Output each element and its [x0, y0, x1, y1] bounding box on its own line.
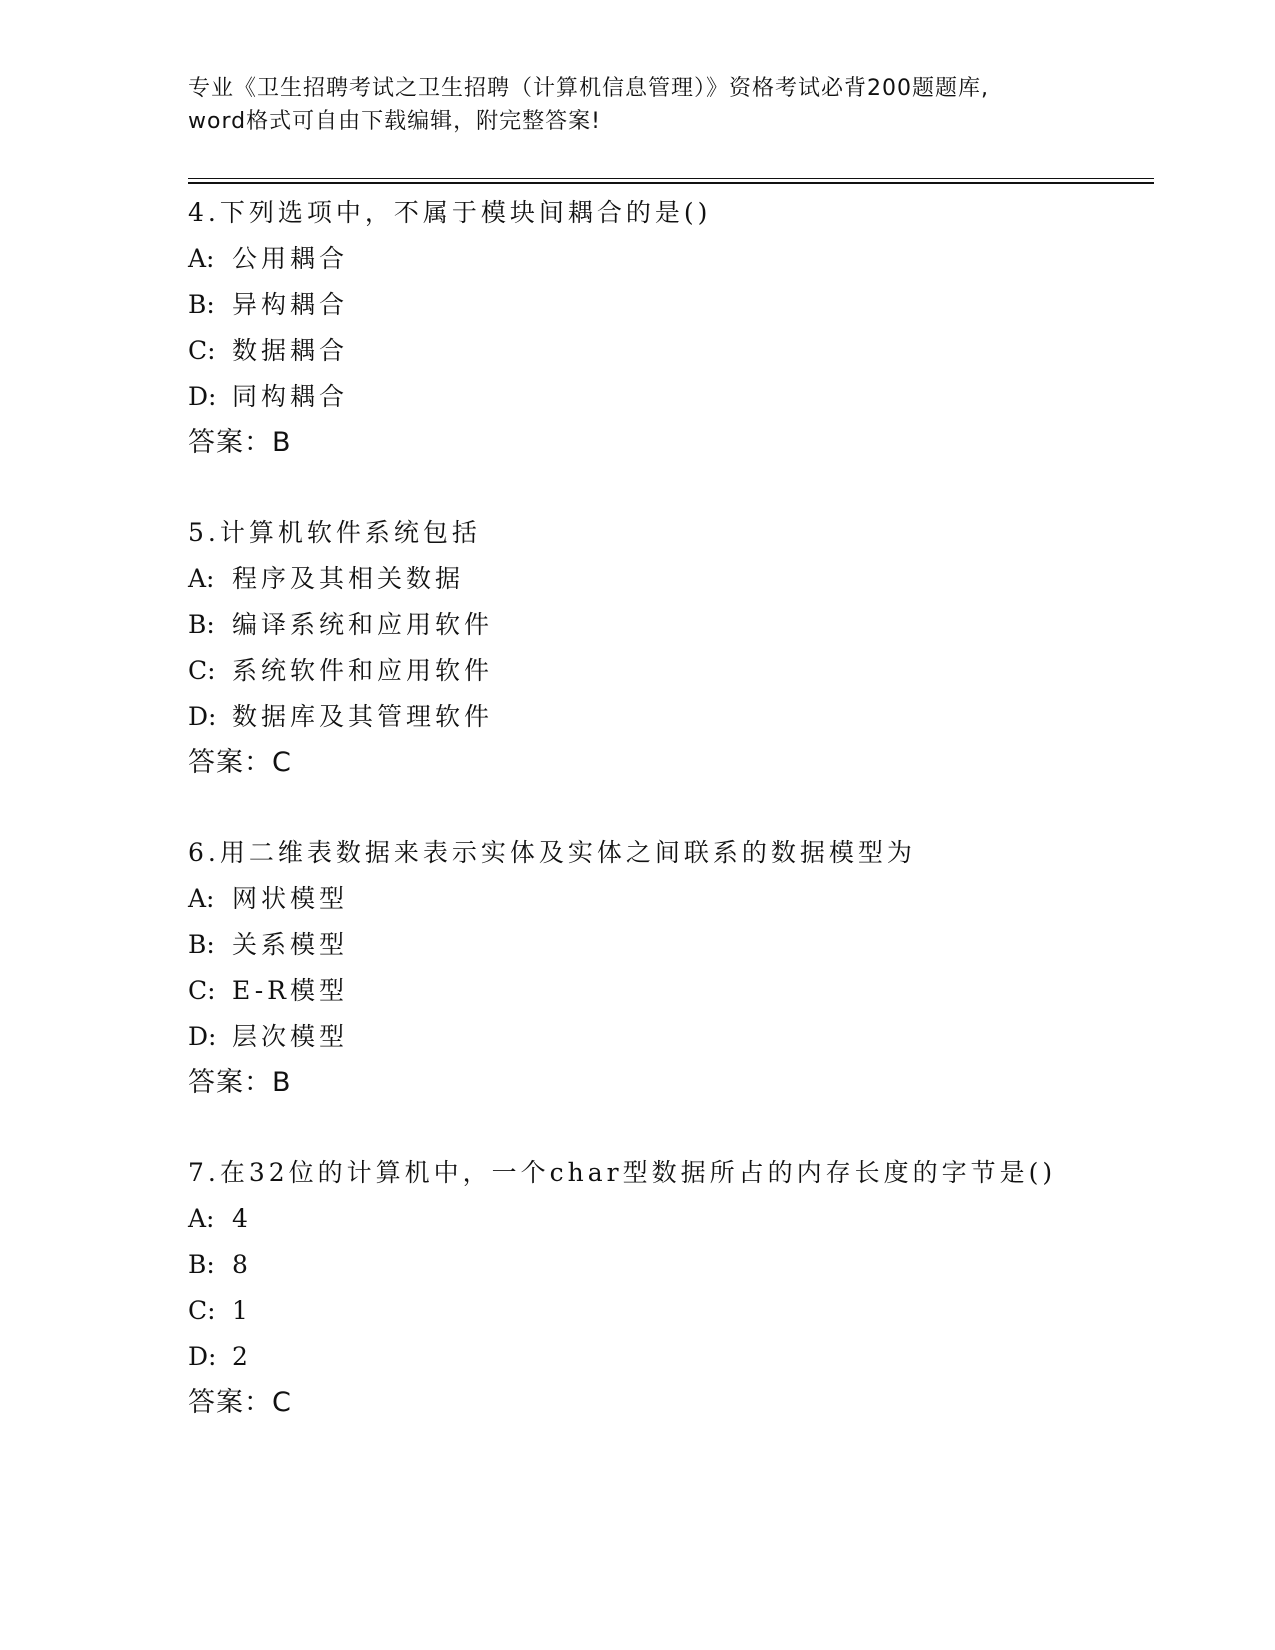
option-text: 程序及其相关数据: [232, 564, 465, 593]
option-a: [188, 1196, 1148, 1242]
option-c: [188, 1288, 1148, 1334]
header-line-1: 专业《卫生招聘考试之卫生招聘（计算机信息管理）》资格考试必背200题题库,: [188, 76, 989, 101]
option-key: A:: [188, 1204, 215, 1233]
option-b: [188, 1242, 1148, 1288]
option-a: [188, 556, 1148, 602]
answer: [188, 1060, 1148, 1106]
question-list: [188, 190, 1148, 1426]
option-key: D:: [188, 382, 217, 411]
option-text: 数据库及其管理软件: [232, 702, 494, 731]
option-key: B:: [188, 290, 215, 319]
option-key: D:: [188, 1022, 217, 1051]
question-4: [188, 190, 1148, 466]
option-a: [188, 876, 1148, 922]
option-key: B:: [188, 930, 215, 959]
option-text: 关系模型: [232, 930, 349, 959]
option-text: E-R模型: [232, 976, 348, 1005]
option-text: 层次模型: [232, 1022, 349, 1051]
option-c: [188, 648, 1148, 694]
question-6: [188, 830, 1148, 1106]
answer-value: C: [272, 747, 292, 778]
option-text: 公用耦合: [232, 244, 349, 273]
option-d: [188, 1014, 1148, 1060]
option-text: 异构耦合: [232, 290, 349, 319]
option-d: [188, 1334, 1148, 1380]
option-text: 4: [232, 1204, 252, 1233]
answer-label: 答案：: [188, 1387, 272, 1418]
answer: [188, 740, 1148, 786]
header-divider-thin: [188, 178, 1154, 179]
question-stem: 4.下列选项中，不属于模块间耦合的是(): [188, 198, 712, 227]
question-7: [188, 1150, 1148, 1426]
option-b: [188, 922, 1148, 968]
option-key: A:: [188, 884, 215, 913]
option-c: [188, 968, 1148, 1014]
option-key: C:: [188, 1296, 216, 1325]
answer-label: 答案：: [188, 427, 272, 458]
question-stem: 7.在32位的计算机中，一个char型数据所占的内存长度的字节是(): [188, 1158, 1057, 1187]
header-divider-thick: [188, 182, 1154, 184]
option-c: [188, 328, 1148, 374]
question-5: [188, 510, 1148, 786]
option-text: 2: [232, 1342, 252, 1371]
answer-value: B: [272, 1067, 292, 1098]
option-d: [188, 694, 1148, 740]
option-key: B:: [188, 610, 215, 639]
option-key: C:: [188, 656, 216, 685]
answer-label: 答案：: [188, 1067, 272, 1098]
option-d: [188, 374, 1148, 420]
option-text: 网状模型: [232, 884, 349, 913]
option-text: 8: [232, 1250, 252, 1279]
option-text: 编译系统和应用软件: [232, 610, 494, 639]
option-key: C:: [188, 336, 216, 365]
option-key: A:: [188, 564, 215, 593]
option-key: A:: [188, 244, 215, 273]
option-key: C:: [188, 976, 216, 1005]
option-key: D:: [188, 1342, 217, 1371]
option-b: [188, 282, 1148, 328]
option-b: [188, 602, 1148, 648]
option-text: 数据耦合: [232, 336, 349, 365]
option-key: B:: [188, 1250, 215, 1279]
option-text: 系统软件和应用软件: [232, 656, 494, 685]
option-text: 1: [232, 1296, 252, 1325]
answer-label: 答案：: [188, 747, 272, 778]
question-stem: 6.用二维表数据来表示实体及实体之间联系的数据模型为: [188, 838, 916, 867]
option-key: D:: [188, 702, 217, 731]
option-text: 同构耦合: [232, 382, 349, 411]
answer: [188, 420, 1148, 466]
question-stem: 5.计算机软件系统包括: [188, 518, 481, 547]
option-a: [188, 236, 1148, 282]
document-header: [188, 72, 1088, 138]
answer-value: B: [272, 427, 292, 458]
answer-value: C: [272, 1387, 292, 1418]
header-line-2: word格式可自由下载编辑，附完整答案!: [188, 109, 601, 134]
answer: [188, 1380, 1148, 1426]
